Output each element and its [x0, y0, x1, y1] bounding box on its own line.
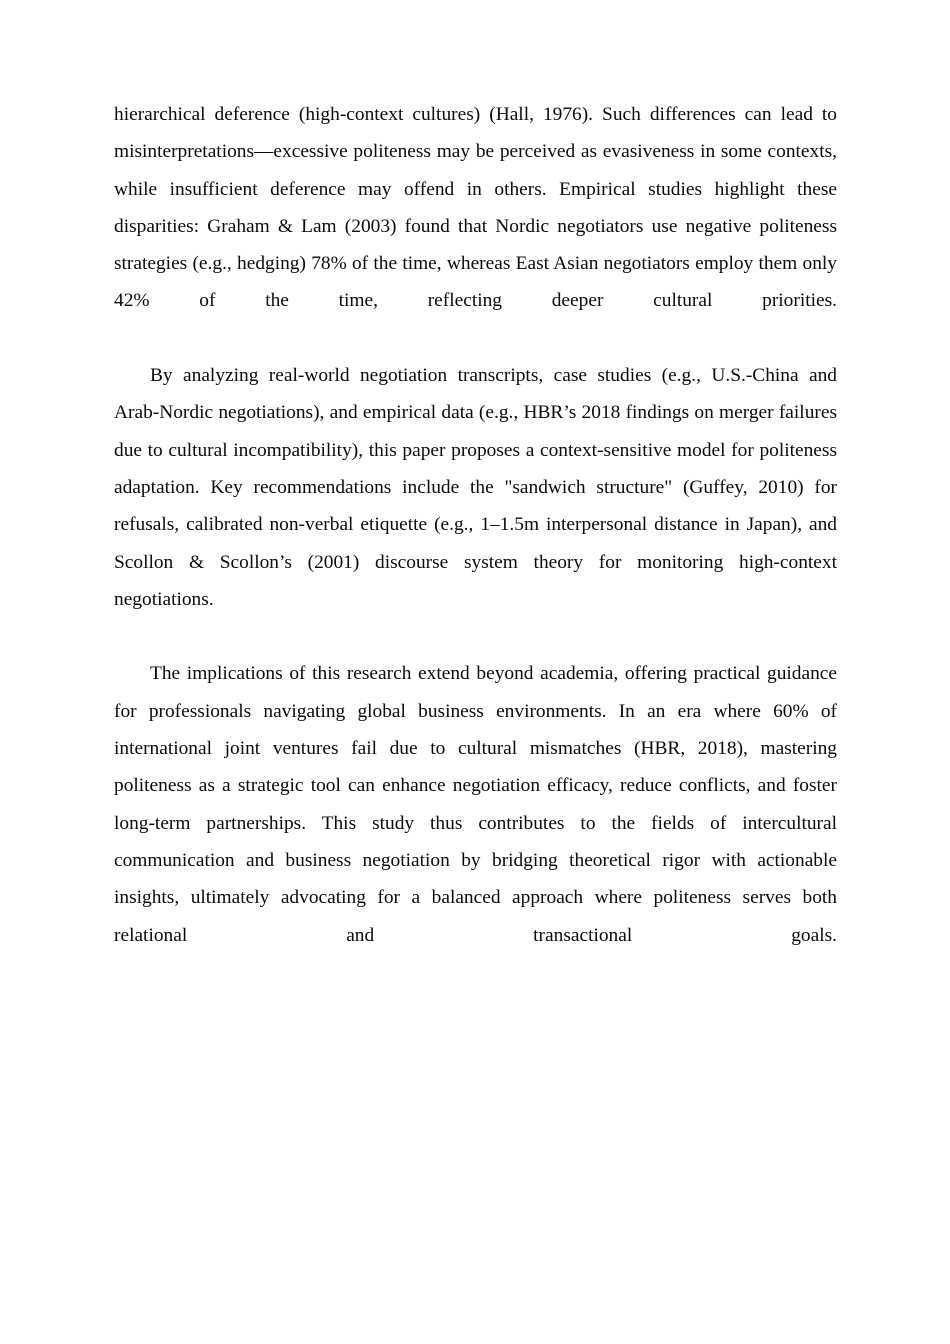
body-text-column: [114, 96, 837, 991]
paragraph-cultural-deference: hierarchical deference (high-context cultures) (Hall, 1976). Such differences can lead to misinterpretations—excessive politeness may be perceived as evasiveness in some contexts, while insufficient deference may offend in others. Empirical studies highlight these disparities: Graham & Lam (2003) found that Nordic negotiators use negative politeness strategies (e.g., hedging) 78% of the time, whereas East Asian negotiators employ them only 42% of the time, reflecting deeper cultural priorities.: [114, 104, 837, 312]
paragraph-implications: The implications of this research extend beyond academia, offering practical guidance for professionals navigating global business environments. In an era where 60% of international joint ventures fail due to cultural mismatches (HBR, 2018), mastering politeness as a strategic tool can enhance negotiation efficacy, reduce conflicts, and foster long-term partnerships. This study thus contributes to the fields of intercultural communication and business negotiation by bridging theoretical rigor with actionable insights, ultimately advocating for a balanced approach where politeness serves both relational and transactional goals.: [114, 663, 837, 946]
paragraph-methodology: By analyzing real-world negotiation transcripts, case studies (e.g., U.S.-China and Arab-Nordic negotiations), and empirical data (e.g., HBR’s 2018 findings on merger failures due to cultural incompatibility), this paper proposes a context-sensitive model for politeness adaptation. Key recommendations include the "sandwich structure" (Guffey, 2010) for refusals, calibrated non-verbal etiquette (e.g., 1–1.5m interpersonal distance in Japan), and Scollon & Scollon’s (2001) discourse system theory for monitoring high-context negotiations.: [114, 365, 837, 610]
